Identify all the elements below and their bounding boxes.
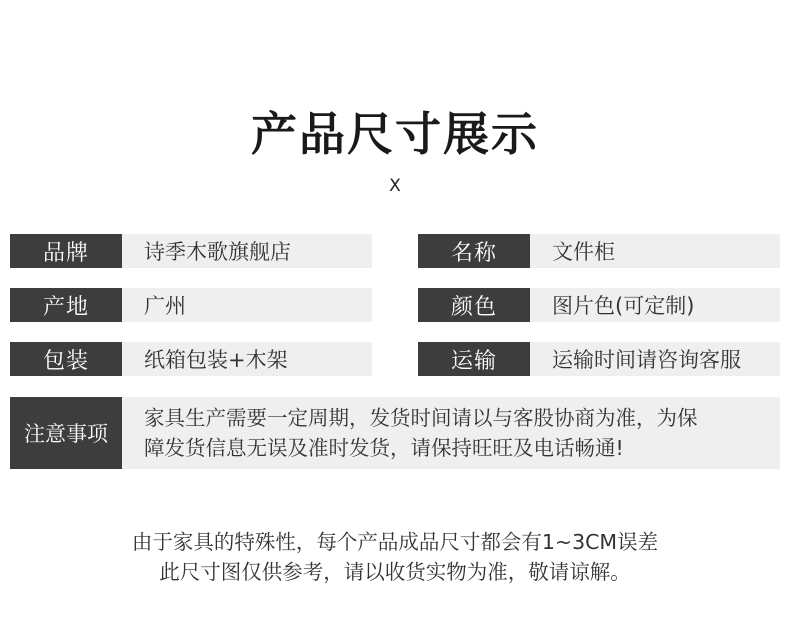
page-title: 产品尺寸展示 xyxy=(251,107,539,161)
shipping-value: 运输时间请咨询客服 xyxy=(530,342,780,376)
origin-label: 产地 xyxy=(10,288,122,322)
page-subtitle: X xyxy=(389,176,401,196)
notice-line-1: 家具生产需要一定周期，发货时间请以与客股协商为准，为保 xyxy=(144,406,698,430)
spec-row-origin xyxy=(10,288,372,322)
brand-label: 品牌 xyxy=(10,234,122,268)
package-value: 纸箱包装+木架 xyxy=(122,342,372,376)
brand-value: 诗季木歌旗舰店 xyxy=(122,234,372,268)
origin-value: 广州 xyxy=(122,288,372,322)
spec-row-color xyxy=(418,288,780,322)
spec-row-name xyxy=(418,234,780,268)
spec-row-package xyxy=(10,342,372,376)
notice-line-2: 障发货信息无误及准时发货，请保持旺旺及电话畅通! xyxy=(144,436,624,460)
disclaimer-line-1: 由于家具的特殊性，每个产品成品尺寸都会有1~3CM误差 xyxy=(131,530,659,554)
disclaimer-line-2: 此尺寸图仅供参考，请以收货实物为准，敬请谅解。 xyxy=(159,560,631,584)
shipping-label: 运输 xyxy=(418,342,530,376)
spec-row-shipping xyxy=(418,342,780,376)
notice-label: 注意事项 xyxy=(10,397,122,469)
color-value: 图片色(可定制) xyxy=(530,288,780,322)
spec-row-brand xyxy=(10,234,372,268)
name-value: 文件柜 xyxy=(530,234,780,268)
notice-block xyxy=(10,397,780,469)
color-label: 颜色 xyxy=(418,288,530,322)
notice-text xyxy=(122,397,780,469)
name-label: 名称 xyxy=(418,234,530,268)
package-label: 包装 xyxy=(10,342,122,376)
